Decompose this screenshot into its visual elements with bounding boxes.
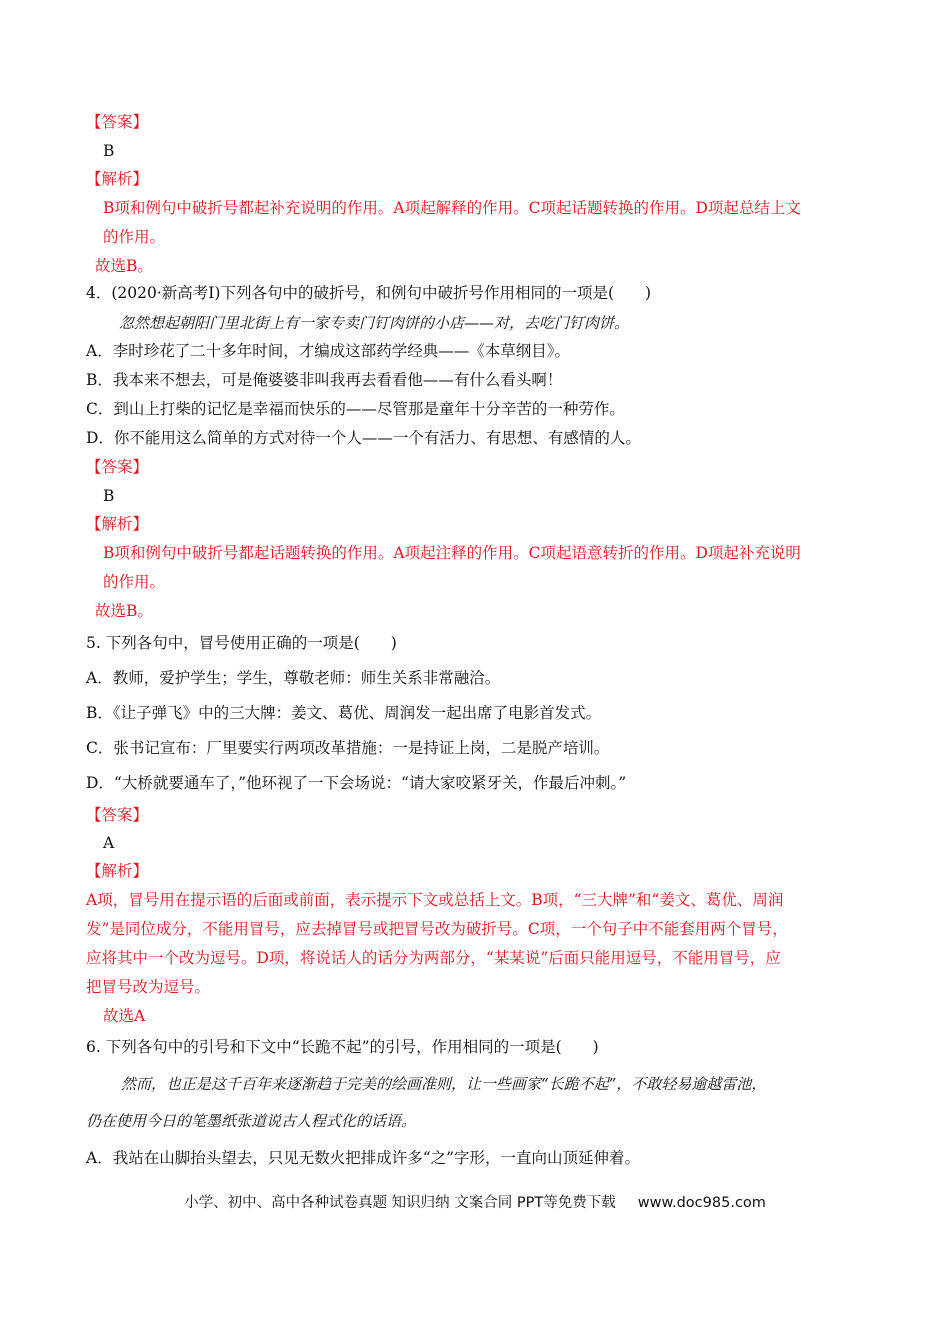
q5-option-d: D．“大桥就要通车了，”他环视了一下会场说：“请大家咬紧牙关，作最后冲刺。”: [86, 774, 627, 792]
q6-passage-1: 然而，也正是这千百年来逐渐趋于完美的绘画准则，让一些画家“长跪不起”，不敢轻易逾越雷池，: [121, 1075, 767, 1093]
q5-analysis-3: 应将其中一个改为逗号。D项，将说话人的话分为两部分，“某某说”后面只能用逗号，不能用冒号，应: [86, 949, 781, 967]
q4-analysis-1: B项和例句中破折号都起话题转换的作用。A项起注释的作用。C项起语意转折的作用。D项起补充说明: [103, 544, 801, 562]
q4-option-d: D．你不能用这么简单的方式对待一个人——一个有活力、有思想、有感情的人。: [86, 429, 641, 447]
q5-option-b: B．《让子弹飞》中的三大牌：姜文、葛优、周润发一起出席了电影首发式。: [86, 704, 602, 722]
q3-analysis-2: 的作用。: [103, 228, 166, 246]
q4-answer: B: [103, 487, 115, 505]
q5-option-c: C．张书记宣布：厂里要实行两项改革措施：一是持证上岗，二是脱产培训。: [86, 739, 610, 757]
page-footer: [0, 1191, 950, 1212]
q3-analysis-1: B项和例句中破折号都起补充说明的作用。A项起解释的作用。C项起话题转换的作用。D项起总结上文: [103, 199, 801, 217]
q5-analysis-1: A项，冒号用在提示语的后面或前面，表示提示下文或总括上文。B项，“三大牌”和“姜文、葛优、周润: [86, 891, 784, 909]
footer-text: 小学、初中、高中各种试卷真题 知识归纳 文案合同 PPT等免费下载: [184, 1195, 616, 1211]
q4-answer-heading: 【答案】: [86, 458, 149, 476]
q4-option-b: B．我本来不想去，可是俺婆婆非叫我再去看看他——有什么看头啊！: [86, 371, 563, 389]
q5-analysis-4: 把冒号改为逗号。: [86, 978, 211, 996]
q5-analysis-heading: 【解析】: [86, 862, 149, 880]
footer-url[interactable]: www.doc985.com: [637, 1195, 766, 1211]
q3-analysis-heading: 【解析】: [86, 170, 149, 188]
q4-stem: 4．(2020·新高考Ⅰ)下列各句中的破折号，和例句中破折号作用相同的一项是( ): [86, 284, 652, 302]
q5-analysis-2: 发”是同位成分，不能用冒号，应去掉冒号或把冒号改为破折号。C项，一个句子中不能套用两个冒号，: [86, 920, 788, 938]
q4-analysis-2: 的作用。: [103, 573, 166, 591]
q5-answer-heading: 【答案】: [86, 806, 149, 824]
q5-answer: A: [103, 834, 115, 852]
q3-answer: B: [103, 142, 115, 160]
q4-option-c: C．到山上打柴的记忆是幸福而快乐的——尽管那是童年十分辛苦的一种劳作。: [86, 400, 625, 418]
q3-answer-heading: 【答案】: [86, 113, 149, 131]
q6-stem: 6. 下列各句中的引号和下文中“长跪不起”的引号，作用相同的一项是( ): [86, 1038, 599, 1056]
q6-passage-2: 仍在使用今日的笔墨纸张道说古人程式化的话语。: [86, 1112, 417, 1130]
q5-stem: 5. 下列各句中，冒号使用正确的一项是( ): [86, 634, 397, 652]
q6-option-a: A．我站在山脚抬头望去，只见无数火把排成许多“之”字形，一直向山顶延伸着。: [86, 1149, 641, 1167]
q4-option-a: A．李时珍花了二十多年时间，才编成这部药学经典——《本草纲目》。: [86, 342, 570, 360]
q3-conclusion: 故选B。: [95, 257, 153, 275]
q4-example: 忽然想起朝阳门里北街上有一家专卖门钉肉饼的小店——对，去吃门钉肉饼。: [119, 314, 630, 332]
q4-conclusion: 故选B。: [95, 602, 153, 620]
q4-analysis-heading: 【解析】: [86, 515, 149, 533]
q5-conclusion: 故选A: [103, 1007, 146, 1025]
q5-option-a: A．教师，爱护学生；学生，尊敬老师：师生关系非常融洽。: [86, 669, 501, 687]
